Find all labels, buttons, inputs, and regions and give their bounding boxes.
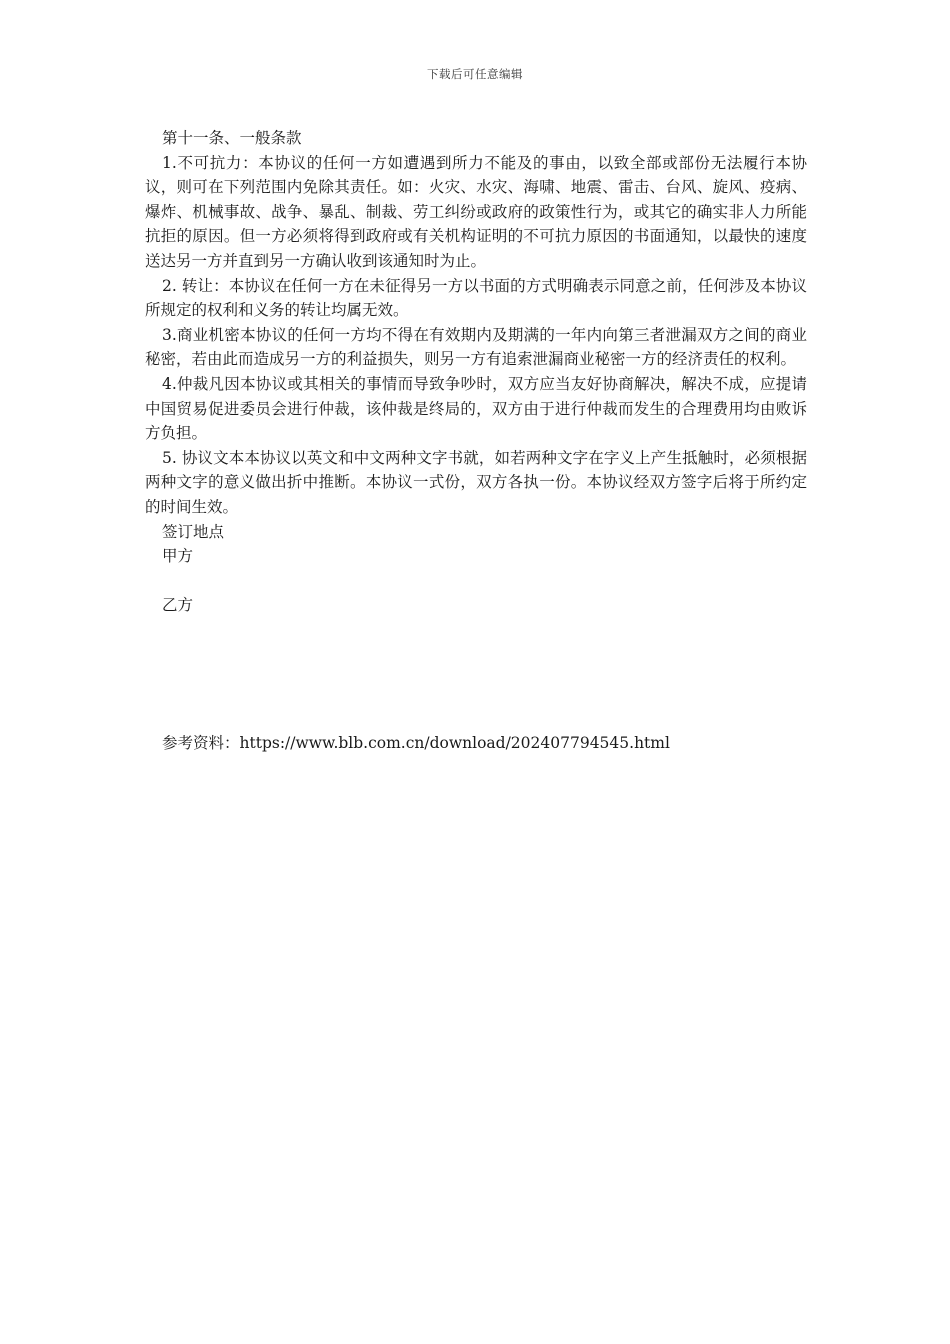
section-title: 第十一条、一般条款 <box>162 129 302 147</box>
signing-place: 签订地点 <box>162 522 225 541</box>
clause-trade-secrets: 3.商业机密本协议的任何一方均不得在有效期内及期满的一年内向第三者泄漏双方之间的商业秘密，若由此而造成另一方的利益损失，则另一方有追索泄漏商业秘密一方的经济责任的权利。 <box>145 325 807 369</box>
spacer <box>145 569 807 593</box>
clause-assignment: 2. 转让：本协议在任何一方在未征得另一方以书面的方式明确表示同意之前，任何涉及本协议所规定的权利和义务的转让均属无效。 <box>145 276 807 320</box>
reference-link: 参考资料：https://www.blb.com.cn/download/202407794545.html <box>162 734 670 753</box>
spacer-large <box>145 617 807 731</box>
clause-arbitration: 4.仲裁凡因本协议或其相关的事情而导致争吵时，双方应当友好协商解决，解决不成，应提请中国贸易促进委员会进行仲裁，该仲裁是终局的，双方由于进行仲裁而发生的合理费用均由败诉方负担。 <box>145 374 807 443</box>
document-body <box>145 126 807 756</box>
header-note: 下载后可任意编辑 <box>427 67 523 81</box>
clause-force-majeure: 1.不可抗力：本协议的任何一方如遭遇到所力不能及的事由，以致全部或部份无法履行本协议，则可在下列范围内免除其责任。如：火灾、水灾、海啸、地震、雷击、台风、旋风、疫病、爆炸、机械事故、战争、暴乱、制裁、劳工纠纷或政府的政策性行为，或其它的确实非人力所能抗拒的原因。但一方必须将得到政府或有关机构证明的不可抗力原因的书面通知，以最快的速度送达另一方并直到另一方确认收到该通知时为止。 <box>145 153 807 270</box>
clause-agreement-text: 5. 协议文本本协议以英文和中文两种文字书就，如若两种文字在字义上产生抵触时，必须根据两种文字的意义做出折中推断。本协议一式份，双方各执一份。本协议经双方签字后将于所约定的时间生效。 <box>145 448 807 516</box>
party-b: 乙方 <box>162 595 194 614</box>
party-a: 甲方 <box>162 547 194 566</box>
